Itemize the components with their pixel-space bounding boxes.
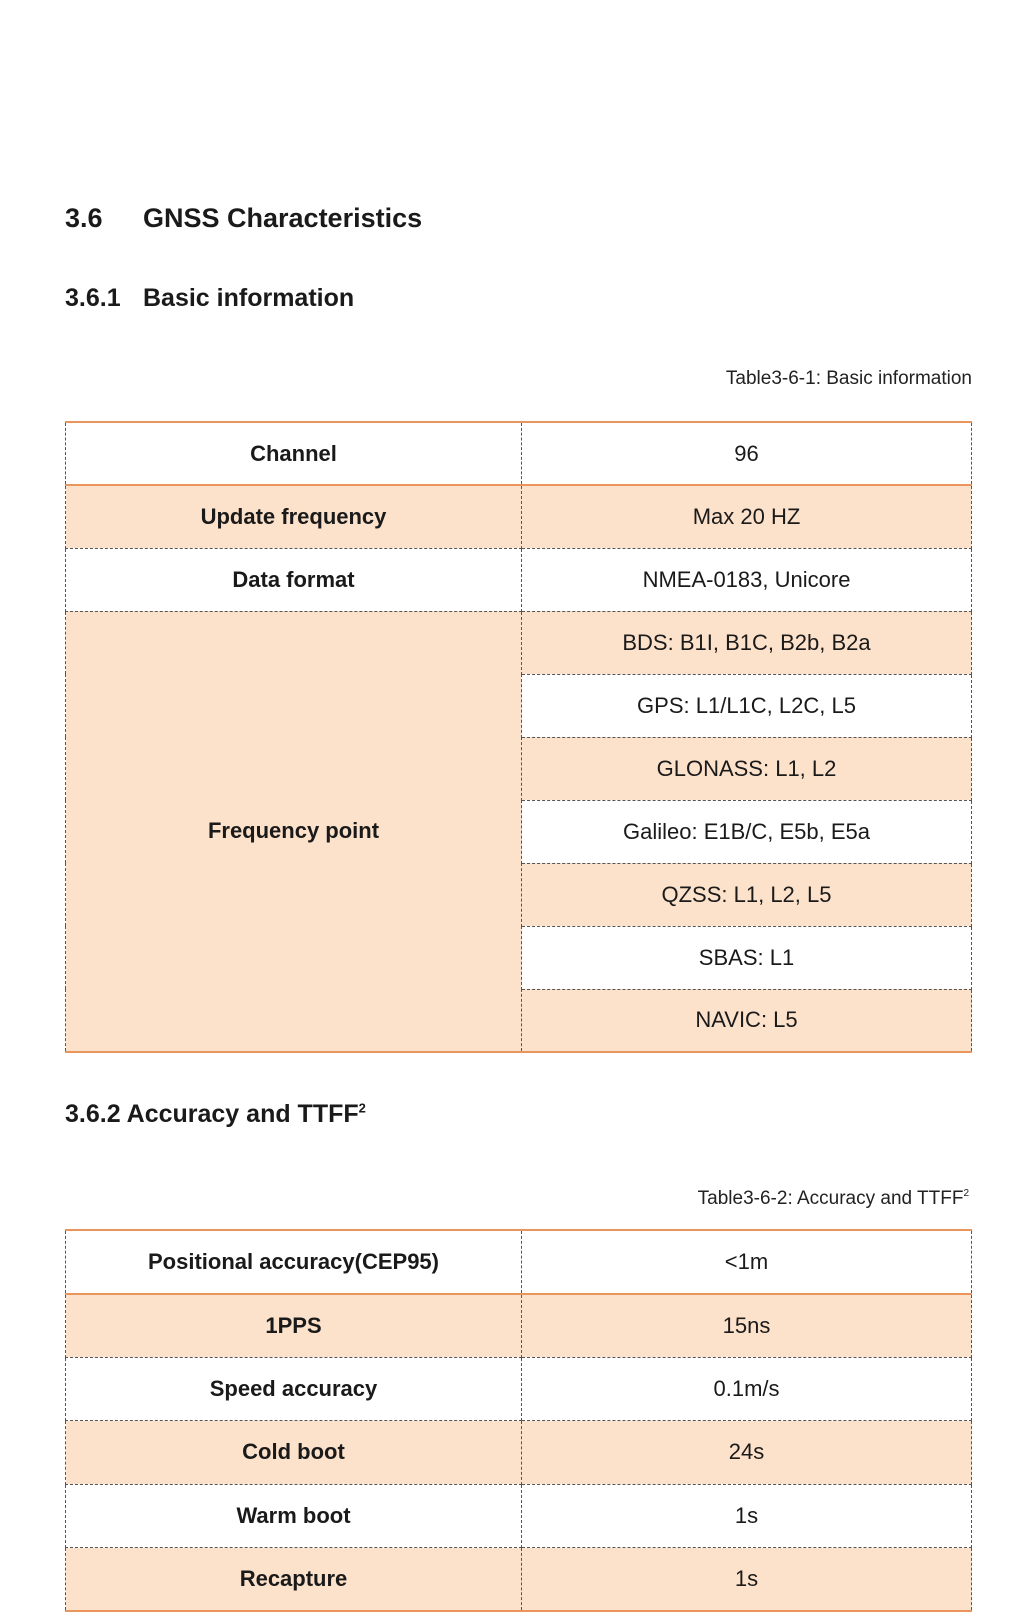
row-key: Speed accuracy (66, 1357, 522, 1421)
accuracy-caption-sup: 2 (963, 1188, 969, 1199)
accuracy-caption (698, 1188, 969, 1210)
row-key: Warm boot (66, 1484, 522, 1548)
table-row (66, 548, 972, 611)
row-value: Max 20 HZ (522, 485, 972, 548)
basic-info-caption: Table3-6-1: Basic information (725, 368, 972, 389)
row-key: Data format (66, 548, 522, 611)
row-key: Recapture (66, 1548, 522, 1612)
row-value: 15ns (522, 1294, 972, 1358)
frequency-value: GPS: L1/L1C, L2C, L5 (522, 674, 972, 737)
row-value: 1s (522, 1484, 972, 1548)
row-key: 1PPS (66, 1294, 522, 1358)
basic-info-title: Basic information (143, 284, 355, 312)
accuracy-table (65, 1229, 972, 1612)
row-value: <1m (522, 1230, 972, 1294)
table-row (66, 1421, 972, 1485)
row-value: 24s (522, 1421, 972, 1485)
row-key: Positional accuracy(CEP95) (66, 1230, 522, 1294)
row-key: Channel (66, 422, 522, 485)
accuracy-title-sup: 2 (358, 1100, 366, 1116)
table-row (66, 1357, 972, 1421)
table-row (66, 485, 972, 548)
frequency-value: GLONASS: L1, L2 (522, 737, 972, 800)
section-heading (65, 203, 422, 234)
row-value: 96 (522, 422, 972, 485)
section-title: GNSS Characteristics (143, 203, 423, 233)
frequency-value: QZSS: L1, L2, L5 (522, 863, 972, 926)
frequency-value: BDS: B1I, B1C, B2b, B2a (522, 611, 972, 674)
row-value: NMEA-0183, Unicore (522, 548, 972, 611)
basic-info-table (65, 421, 972, 1053)
frequency-value: NAVIC: L5 (522, 989, 972, 1052)
basic-info-number: 3.6.1 (65, 284, 121, 312)
row-key: Cold boot (66, 1421, 522, 1485)
row-value: 1s (522, 1548, 972, 1612)
table-row (66, 1294, 972, 1358)
table-row (66, 422, 972, 485)
frequency-value: SBAS: L1 (522, 926, 972, 989)
frequency-value: Galileo: E1B/C, E5b, E5a (522, 800, 972, 863)
table-row (66, 1484, 972, 1548)
row-key: Update frequency (66, 485, 522, 548)
table-row (66, 611, 972, 674)
table-row (66, 1548, 972, 1612)
accuracy-caption-text: Table3-6-2: Accuracy and TTFF (697, 1188, 964, 1209)
accuracy-heading (65, 1100, 366, 1129)
basic-info-heading (65, 284, 354, 313)
accuracy-title: Accuracy and TTFF (126, 1100, 359, 1128)
table-row (66, 1230, 972, 1294)
row-value: 0.1m/s (522, 1357, 972, 1421)
section-number: 3.6 (65, 203, 103, 233)
frequency-point-key: Frequency point (66, 611, 522, 1052)
accuracy-number: 3.6.2 (65, 1100, 121, 1128)
